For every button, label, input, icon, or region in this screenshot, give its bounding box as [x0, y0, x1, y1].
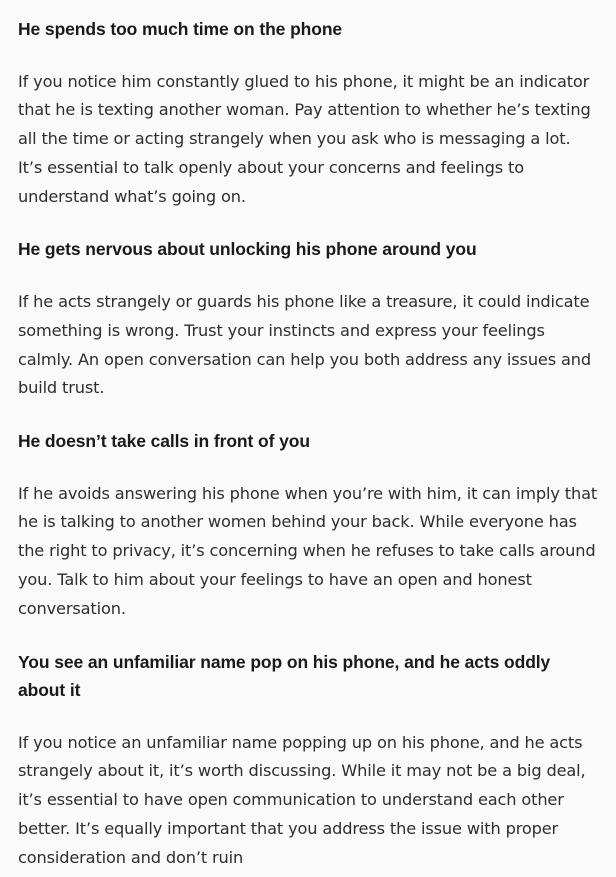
- section-body-unfamiliar-name: If you notice an unfamiliar name popping up on his phone, and he acts strangely about it, it’s worth discussing. While it may not be a big deal, it’s essential to have open communication to understand each other better. It’s equally important that you address the issue with proper consideration and don’t ruin: [18, 732, 586, 867]
- section-body-unlocking-phone: If he acts strangely or guards his phone like a treasure, it could indicate something is wrong. Trust your instincts and express your feelings calmly. An open conversation can help you both address any issues and build trust.: [18, 291, 592, 398]
- section-body-calls: If he avoids answering his phone when you’re with him, it can imply that he is talking to another women behind your back. While everyone has the right to privacy, it’s concerning when he refuses to take calls around you. Talk to him about your feelings to have an open and honest conversation.: [18, 483, 598, 618]
- section-heading-unlocking-phone: He gets nervous about unlocking his phone around you: [18, 239, 477, 260]
- section-heading-phone-time: He spends too much time on the phone: [18, 19, 343, 39]
- section-heading-unfamiliar-name: You see an unfamiliar name pop on his phone, and he acts oddly about it: [18, 651, 551, 701]
- section-heading-calls: He doesn’t take calls in front of you: [18, 431, 310, 452]
- section-body-phone-time: If you notice him constantly glued to his phone, it might be an indicator that he is texting another woman. Pay attention to whether he’s texting all the time or acting strangely when you ask who is messaging a lot. It’s essential to talk openly about your concerns and feelings to understand what’s going on.: [18, 71, 591, 206]
